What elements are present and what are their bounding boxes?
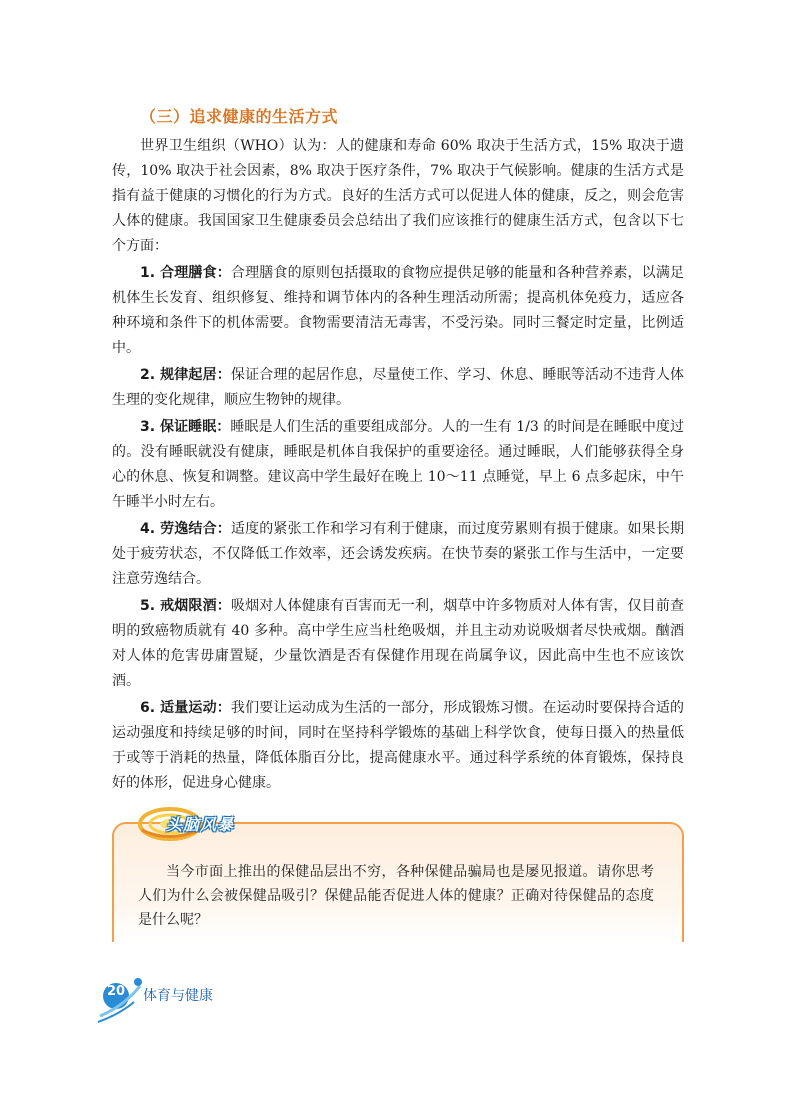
item-text: 睡眠是人们生活的重要组成部分。人的一生有 1/3 的时间是在睡眠中度过的。没有睡眠就没有健康，睡眠是机体自我保护的重要途径。通过睡眠，人们能够获得全身心的休息、恢复和调整。建议高中学生最好在晚上 10～11 点睡觉，早上 6 点多起床，中午午睡半小时左右。 bbox=[112, 419, 684, 510]
item-paragraph bbox=[112, 261, 684, 361]
item-title: 3. 保证睡眠： bbox=[140, 419, 231, 435]
item-title: 5. 戒烟限酒： bbox=[140, 598, 231, 614]
item-text: 适度的紧张工作和学习有利于健康，而过度劳累则有损于健康。如果长期处于疲劳状态，不仅降低工作效率，还会诱发疾病。在快节奏的紧张工作与生活中，一定要注意劳逸结合。 bbox=[112, 521, 684, 587]
brainstorm-title: 头脑风暴 bbox=[166, 815, 235, 834]
item-paragraph bbox=[112, 696, 684, 796]
item-paragraph bbox=[112, 363, 684, 413]
item-text: 合理膳食的原则包括摄取的食物应提供足够的能量和各种营养素，以满足机体生长发育、组织修复、维持和调节体内的各种生理活动所需；提高机体免疫力，适应各种环境和条件下的机体需要。食物需要清洁无毒害，不受污染。同时三餐定时定量，比例适中。 bbox=[112, 265, 684, 356]
item-title: 6. 适量运动： bbox=[140, 700, 231, 716]
item-text: 我们要让运动成为生活的一部分，形成锻炼习惯。在运动时要保持合适的运动强度和持续足够的时间，同时在坚持科学锻炼的基础上科学饮食，使每日摄入的热量低于或等于消耗的热量，降低体脂百分比，提高健康水平。通过科学系统的体育锻炼，保持良好的体形，促进身心健康。 bbox=[112, 700, 684, 791]
brainstorm-badge bbox=[130, 800, 270, 846]
item-title: 2. 规律起居： bbox=[140, 367, 231, 383]
item-text: 吸烟对人体健康有百害而无一利，烟草中许多物质对人体有害，仅目前查明的致癌物质就有 40 多种。高中学生应当杜绝吸烟，并且主动劝说吸烟者尽快戒烟。酗酒对人体的危害毋庸置疑，少量饮酒是否有保健作用现在尚属争议，因此高中生也不应该饮酒。 bbox=[112, 598, 684, 689]
item-paragraph bbox=[112, 415, 684, 515]
brainstorm-question: 当今市面上推出的保健品层出不穷，各种保健品骗局也是屡见报道。请你思考人们为什么会被保健品吸引？保健品能否促进人体的健康？正确对待保健品的态度是什么呢？ bbox=[138, 864, 654, 928]
item-text: 保证合理的起居作息，尽量使工作、学习、休息、睡眠等活动不违背人体生理的变化规律，顺应生物钟的规律。 bbox=[112, 367, 684, 408]
item-paragraph bbox=[112, 517, 684, 592]
item-title: 4. 劳逸结合： bbox=[140, 521, 231, 537]
book-title: 体育与健康 bbox=[143, 988, 213, 1004]
body-text bbox=[112, 134, 684, 796]
section-heading: （三）追求健康的生活方式 bbox=[140, 107, 339, 126]
page-number: 20 bbox=[106, 984, 126, 999]
item-paragraph bbox=[112, 594, 684, 694]
intro-paragraph: 世界卫生组织（WHO）认为：人的健康和寿命 60% 取决于生活方式，15% 取决于遗传，10% 取决于社会因素，8% 取决于医疗条件，7% 取决于气候影响。健康的生活方式是指有益于健康的习惯化的行为方式。良好的生活方式可以促进人体的健康，反之，则会危害人体的健康。我国国家卫生健康委员会总结出了我们应该推行的健康生活方式，包含以下七个方面： bbox=[112, 138, 684, 254]
item-title: 1. 合理膳食： bbox=[140, 265, 231, 281]
